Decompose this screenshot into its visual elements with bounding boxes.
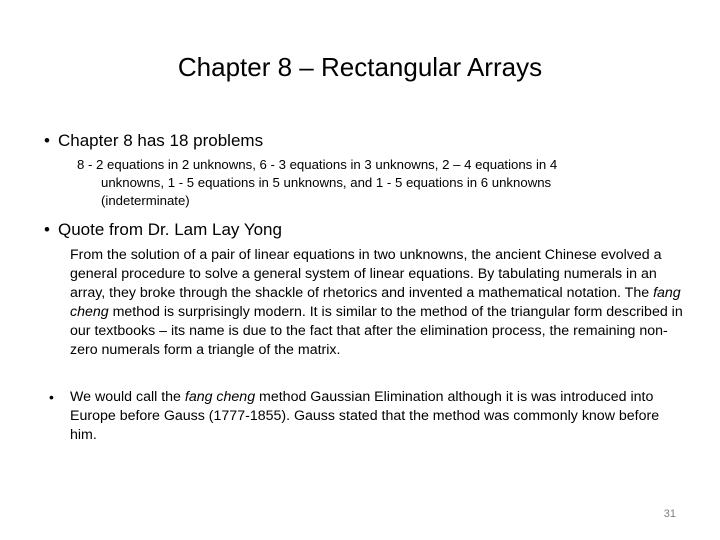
- bullet-text: Chapter 8 has 18 problems: [58, 131, 264, 150]
- bullet-quote-heading: [44, 219, 684, 241]
- gaussian-text-1: We would call the: [70, 389, 185, 405]
- bullet-text: Quote from Dr. Lam Lay Yong: [58, 220, 282, 239]
- bullet-chapter-problems: [44, 130, 684, 152]
- gaussian-text-2: method Gaussian Elimination although it is was introduced into Europe before Gauss (1777-1855). Gauss stated that the method was commonly know before him.: [70, 389, 660, 443]
- quote-text-1: From the solution of a pair of linear equations in two unknowns, the ancient Chinese evolved a general procedure to solve a general system of linear equations. By tabulating numerals in an array, they broke through the shackle of rhetorics and invented a mathematical notation. The: [70, 247, 662, 301]
- sub-line-2: unknowns, 1 - 5 equations in 5 unknowns, and 1 - 5 equations in 6 unknowns: [101, 175, 552, 190]
- gaussian-paragraph: [70, 388, 684, 445]
- sub-bullet-equations: [77, 156, 677, 210]
- slide-title: Chapter 8 – Rectangular Arrays: [177, 52, 543, 82]
- quote-italic-fang-cheng: fang cheng: [70, 285, 681, 320]
- bullet-symbol: •: [44, 131, 50, 150]
- sub-line-1: 8 - 2 equations in 2 unknowns, 6 - 3 equations in 3 unknowns, 2 – 4 equations in 4: [77, 157, 558, 172]
- page-number: 31: [663, 508, 676, 520]
- sub-line-3: (indeterminate): [101, 193, 190, 208]
- quote-text-2: method is surprisingly modern. It is similar to the method of the triangular form described in our textbooks – its name is due to the fact that after the elimination process, the remaining non-zero numerals form a triangle of the matrix.: [70, 304, 683, 358]
- gaussian-italic-fang-cheng: fang cheng: [184, 389, 256, 405]
- bullet-symbol: •: [44, 220, 50, 239]
- bullet-symbol-gaussian: •: [49, 389, 54, 405]
- quote-paragraph: [70, 246, 684, 360]
